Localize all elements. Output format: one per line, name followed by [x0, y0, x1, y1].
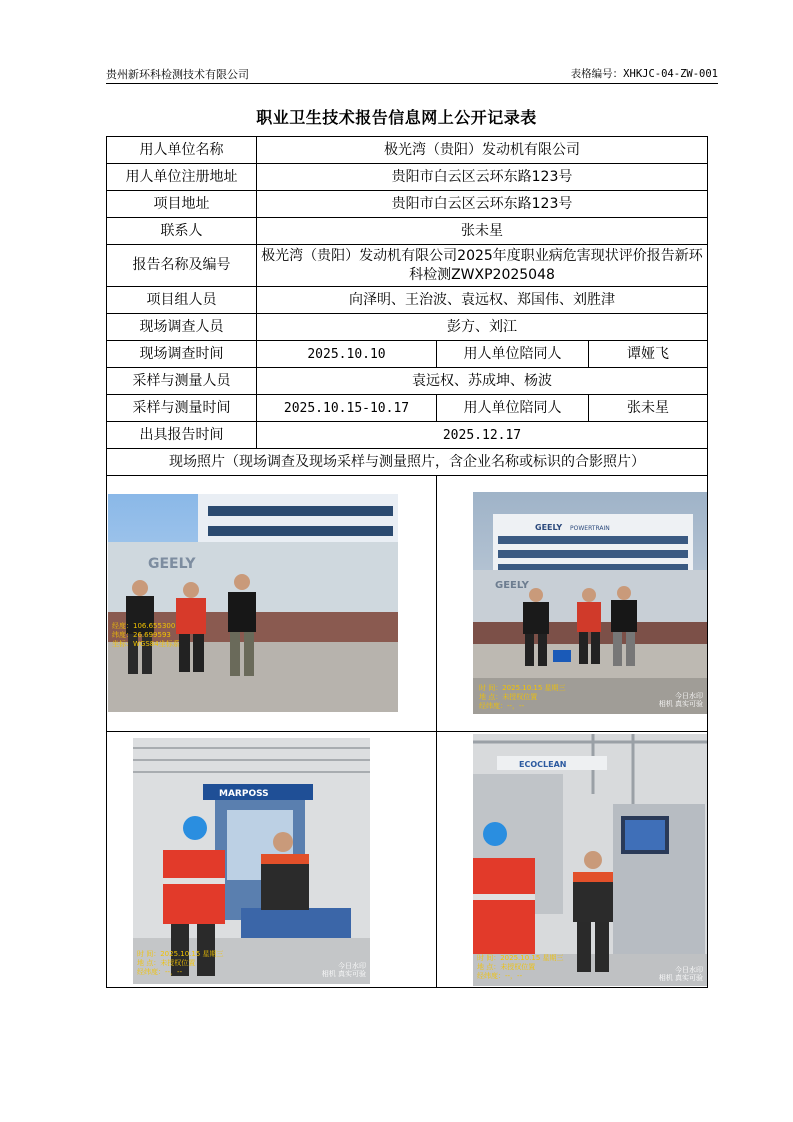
- sampling-time-label: 采样与测量时间: [107, 395, 257, 422]
- employer-value: 极光湾（贵阳）发动机有限公司: [257, 137, 708, 164]
- survey-time-label: 现场调查时间: [107, 341, 257, 368]
- project-address-value: 贵阳市白云区云环东路123号: [257, 191, 708, 218]
- photo-4-workshop-cleaning: [473, 734, 707, 986]
- photo-4-ecoclean-sign: ECOCLEAN: [519, 760, 567, 769]
- report-label: 报告名称及编号: [107, 245, 257, 287]
- photo-cell-4: [437, 732, 708, 988]
- record-table: [106, 136, 708, 988]
- survey-escort-value: 谭娅飞: [589, 341, 708, 368]
- svg-text:POWERTRAIN: POWERTRAIN: [570, 525, 610, 532]
- photo-1-geely-sign: GEELY: [148, 556, 196, 572]
- photo-cell-1: [107, 476, 437, 732]
- photos-heading: 现场照片（现场调查及现场采样与测量照片，含企业名称或标识的合影照片）: [107, 449, 708, 476]
- document-title: 职业卫生技术报告信息网上公开记录表: [256, 108, 537, 127]
- photo-1-entrance-group: [108, 494, 398, 712]
- reg-address-value: 贵阳市白云区云环东路123号: [257, 164, 708, 191]
- svg-text:GEELY: GEELY: [495, 580, 529, 591]
- photo-cell-3: [107, 732, 437, 988]
- contact-label: 联系人: [107, 218, 257, 245]
- photo-2-geely-powertrain-sign: GEELY: [535, 523, 563, 532]
- sampling-staff-label: 采样与测量人员: [107, 368, 257, 395]
- photo-4-brand-watermark: 今日水印 相机 真实可验: [658, 966, 703, 982]
- photo-4-watermark: 时 间：2025.10.15 星期三 地 点：未授权位置 经纬度：--，--: [477, 954, 564, 980]
- header-company: 贵州新环科检测技术有限公司: [106, 68, 249, 81]
- team-label: 项目组人员: [107, 287, 257, 314]
- sampling-escort-value: 张未星: [589, 395, 708, 422]
- project-address-label: 项目地址: [107, 191, 257, 218]
- reg-address-label: 用人单位注册地址: [107, 164, 257, 191]
- team-value: 向泽明、王治波、袁远权、郑国伟、刘胜津: [257, 287, 708, 314]
- issue-date-label: 出具报告时间: [107, 422, 257, 449]
- report-value: 极光湾（贵阳）发动机有限公司2025年度职业病危害现状评价报告新环科检测ZWXP2025048: [257, 245, 708, 287]
- sampling-time-value: 2025.10.15-10.17: [257, 395, 437, 422]
- issue-date-value: 2025.12.17: [257, 422, 708, 449]
- photo-3-workshop-measurement: [133, 738, 370, 984]
- photo-2-entrance-group: [473, 492, 707, 714]
- photo-2-watermark: 时 间：2025.10.15 星期三 地 点：未授权位置 经纬度：--，--: [479, 684, 566, 710]
- photo-2-brand-watermark: 今日水印 相机 真实可验: [658, 692, 703, 708]
- employer-label: 用人单位名称: [107, 137, 257, 164]
- sampling-staff-value: 袁远权、苏成坤、杨波: [257, 368, 708, 395]
- photo-cell-2: [437, 476, 708, 732]
- photo-3-watermark: 时 间：2025.10.15 星期三 地 点：未授权位置 经纬度：--，--: [137, 950, 224, 976]
- page-header: [106, 66, 718, 84]
- survey-staff-label: 现场调查人员: [107, 314, 257, 341]
- header-form-number: 表格编号：XHKJC-04-ZW-001: [570, 68, 718, 80]
- sampling-escort-label: 用人单位陪同人: [437, 395, 589, 422]
- photo-3-marposs-sign: MARPOSS: [219, 789, 269, 799]
- contact-value: 张未星: [257, 218, 708, 245]
- survey-time-value: 2025.10.10: [257, 341, 437, 368]
- survey-staff-value: 彭方、刘江: [257, 314, 708, 341]
- photo-1-watermark: 经度：106.655300 纬度：26.699593 坐标：WGS84坐标系: [112, 622, 180, 648]
- survey-escort-label: 用人单位陪同人: [437, 341, 589, 368]
- photo-3-brand-watermark: 今日水印 相机 真实可验: [321, 962, 366, 978]
